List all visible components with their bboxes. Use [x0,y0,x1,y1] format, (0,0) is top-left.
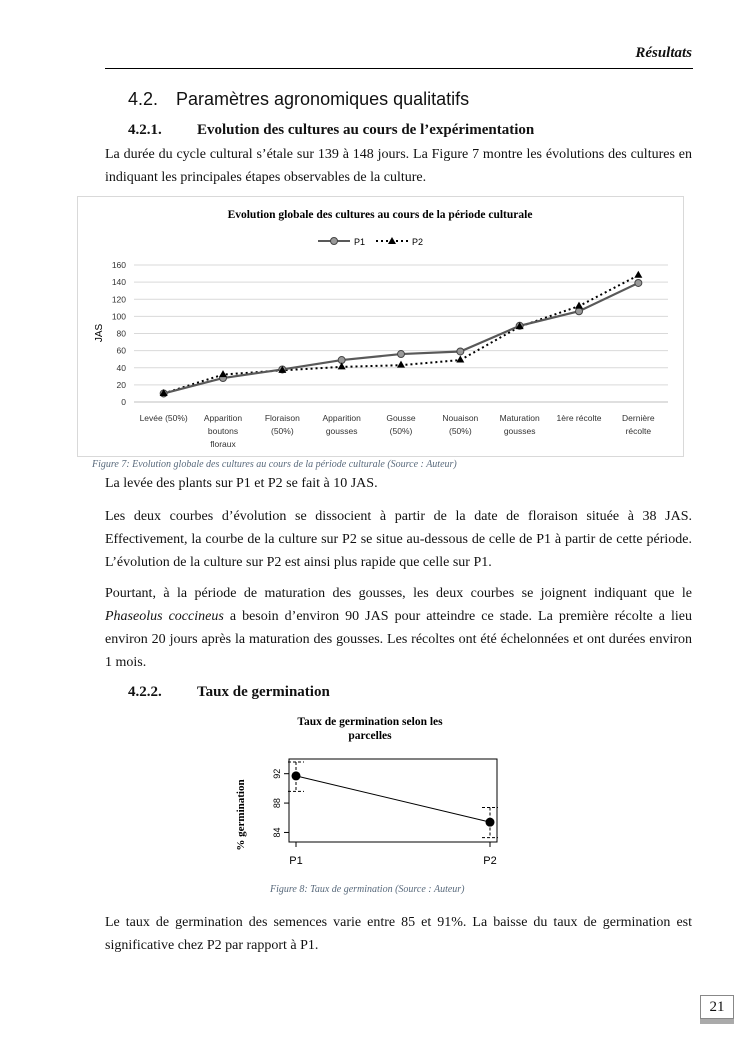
subsection-title: Taux de germination [197,684,330,700]
x-tick-label: Levée (50%) [139,413,188,423]
p1-point [398,351,405,358]
x-tick-label: P1 [289,855,303,867]
legend-p1-marker [331,238,338,245]
paragraph-4 [105,582,692,674]
y-tick-label: 160 [111,260,126,270]
p2-point [456,356,464,363]
p2-point [397,361,405,368]
y-axis-label: JAS [94,323,105,343]
x-tick-label: Maturation [499,413,540,423]
y-tick-label: 120 [111,294,126,305]
x-tick-label: gousses [325,426,358,436]
mean-point [486,818,495,827]
y-tick-label: 0 [121,397,126,407]
paragraph-5: Le taux de germination des semences varie entre 85 et 91%. La baisse du taux de germination est significative chez P2 par rapport à P1. [105,915,692,953]
x-tick-label: P2 [483,855,497,867]
figure-7-caption: Figure 7: Evolution globale des cultures au cours de la période culturale (Source : Auteur) [92,459,457,470]
x-tick-label: récolte [625,426,652,436]
x-tick-label: Nouaison [442,413,479,423]
paragraph-2: La levée des plants sur P1 et P2 se fait à 10 JAS. [105,476,378,491]
x-tick-label: (50%) [270,426,294,436]
x-tick-label: Apparition [322,413,361,423]
mean-line [296,776,490,822]
chart-title-line2: parcelles [348,730,392,742]
x-tick-label: Apparition [203,413,243,423]
figure-8-caption: Figure 8: Taux de germination (Source : Auteur) [270,884,465,895]
y-tick-label: 40 [116,362,126,373]
y-tick-label: 140 [111,277,126,288]
y-tick-label: 100 [111,311,126,322]
figure-7-chart [77,196,684,457]
p1-point [576,308,583,315]
y-tick-label: 88 [272,798,282,809]
p1-point [635,279,642,286]
legend-p2-marker [388,237,396,244]
y-tick-label: 20 [116,379,126,390]
subsection-heading-1 [128,122,534,139]
chart-title-line1: Taux de germination selon les [297,716,443,728]
x-tick-label: gousses [503,426,536,436]
x-tick-label: (50%) [389,426,413,436]
mean-point [292,771,301,780]
subsection-title: Evolution des cultures au cours de l’expérimentation [197,122,535,138]
section-number: 4.2. [128,89,159,109]
x-tick-label: 1ère récolte [556,413,602,423]
y-tick-label: 84 [272,827,282,838]
evolution-chart [78,197,683,456]
x-tick-label: Gousse [386,413,416,423]
p2-point [338,362,346,369]
section-heading [128,89,469,110]
subsection-number: 4.2.2. [128,684,162,700]
page-number: 21 [700,995,734,1019]
running-header: Résultats [635,45,692,61]
x-tick-label: Dernière [622,413,655,423]
page-number-bar [700,1019,734,1024]
p1-point [457,348,464,355]
y-axis-label: % germination [235,779,247,851]
chart-title: Evolution globale des cultures au cours de la période culturale [227,209,533,221]
header-rule [105,68,693,69]
x-tick-label: (50%) [448,426,472,436]
y-tick-label: 92 [272,768,282,779]
paragraph-4-text-end: a besoin d’environ 90 JAS pour atteindre ce stade. La première récolte a lieu environ 20 jours après la maturation des gousses. Les récoltes ont été échelonnées et ont durées environ 1 mois. [105,609,693,670]
paragraph-3: Les deux courbes d’évolution se dissocient à partir de la date de floraison située à 38 JAS. Effectivement, la courbe de la culture sur P2 se situe au-dessous de celle de P1 à partir de cette période. L’évolution de la culture sur P2 est ainsi plus rapide que celle sur P1. [105,509,692,570]
x-tick-label: boutons [207,426,239,436]
x-tick-label: Floraison [264,413,300,423]
p2-point [575,302,583,309]
legend-p2-label: P2 [412,237,424,247]
paragraph-4-text: Pourtant, à la période de maturation des gousses, les deux courbes se joignent indiquant que le [105,586,692,601]
y-tick-label: 80 [116,328,126,339]
y-tick-label: 60 [116,345,126,356]
legend-p1-label: P1 [354,237,366,247]
subsection-heading-2 [128,684,330,701]
subsection-number: 4.2.1. [128,122,162,138]
plot-frame [289,759,497,842]
x-tick-label: floraux [210,439,236,449]
species-name: Phaseolus coccineus [105,609,224,624]
germination-chart [220,710,520,880]
section-title: Paramètres agronomiques qualitatifs [176,89,470,109]
p2-point [634,271,642,278]
paragraph-1: La durée du cycle cultural s’étale sur 139 à 148 jours. La Figure 7 montre les évolutions des cultures en indiquant les principales étapes observables de la culture. [105,147,692,185]
